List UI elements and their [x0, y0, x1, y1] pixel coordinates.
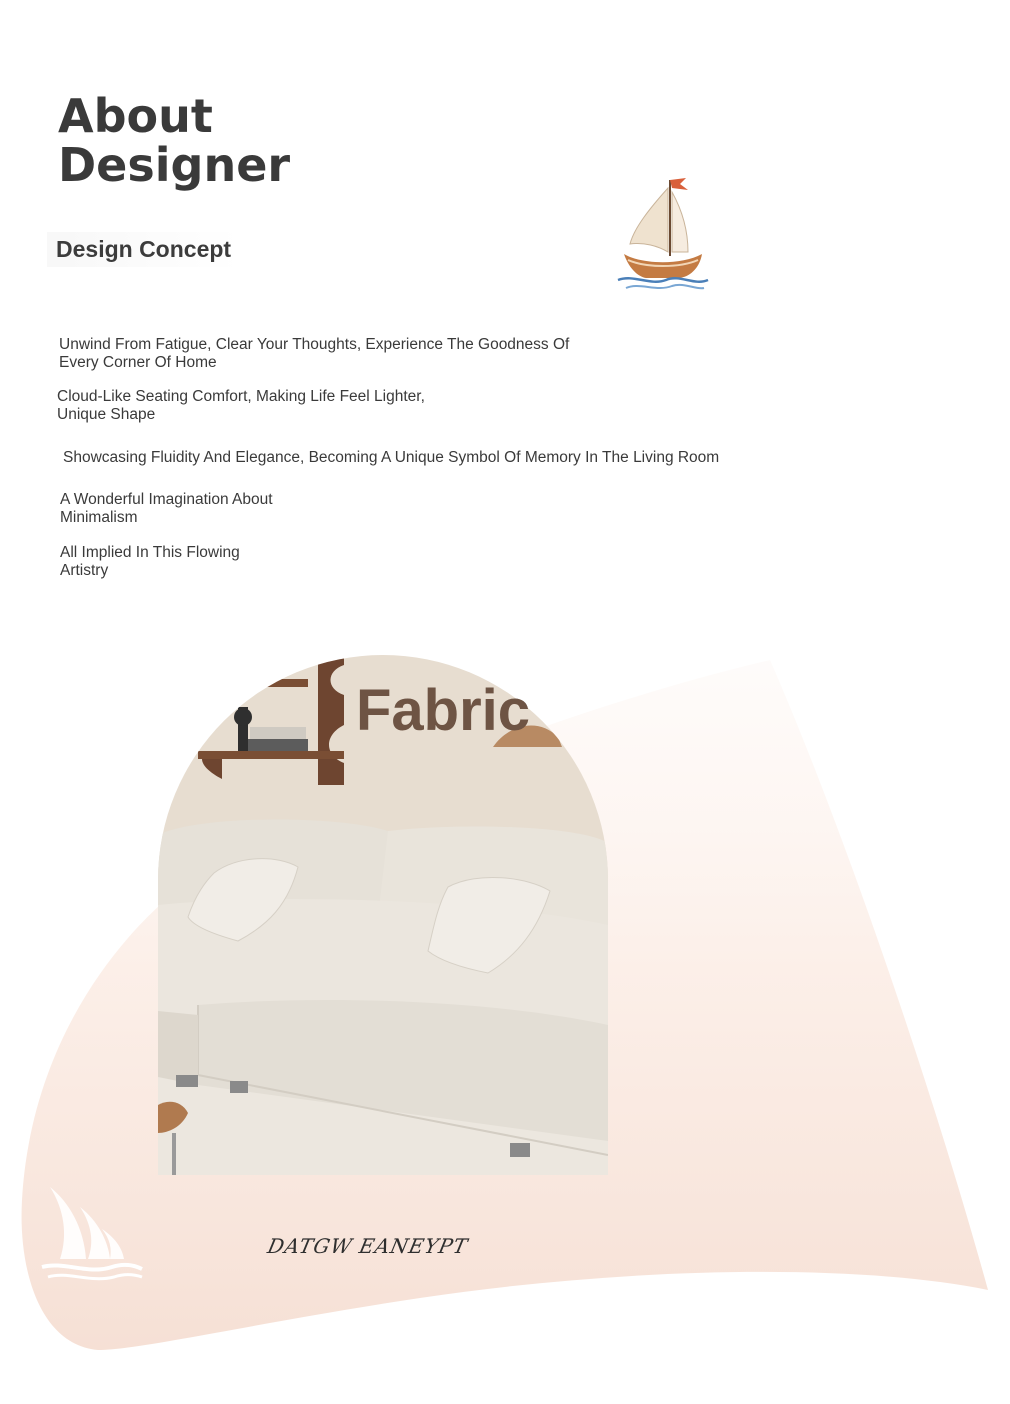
page-title: About Designer	[58, 89, 291, 192]
designer-signature: DATGW EANEYPT	[265, 1234, 471, 1258]
concept-line-2: Cloud-Like Seating Comfort, Making Life Feel Lighter, Unique Shape	[57, 388, 425, 423]
sail-logo-icon	[40, 1185, 144, 1285]
section-heading: Design Concept	[47, 232, 240, 267]
concept-line-5: All Implied In This Flowing Artistry	[60, 544, 240, 579]
sailboat-illustration	[610, 168, 714, 300]
fabric-label: Fabric	[356, 678, 531, 743]
concept-line-3: Showcasing Fluidity And Elegance, Becoming A Unique Symbol Of Memory In The Living Room	[63, 449, 720, 466]
concept-line-4: A Wonderful Imagination About Minimalism	[60, 491, 273, 526]
concept-line-1: Unwind From Fatigue, Clear Your Thoughts, Experience The Goodness Of Every Corner Of Home	[59, 336, 570, 371]
